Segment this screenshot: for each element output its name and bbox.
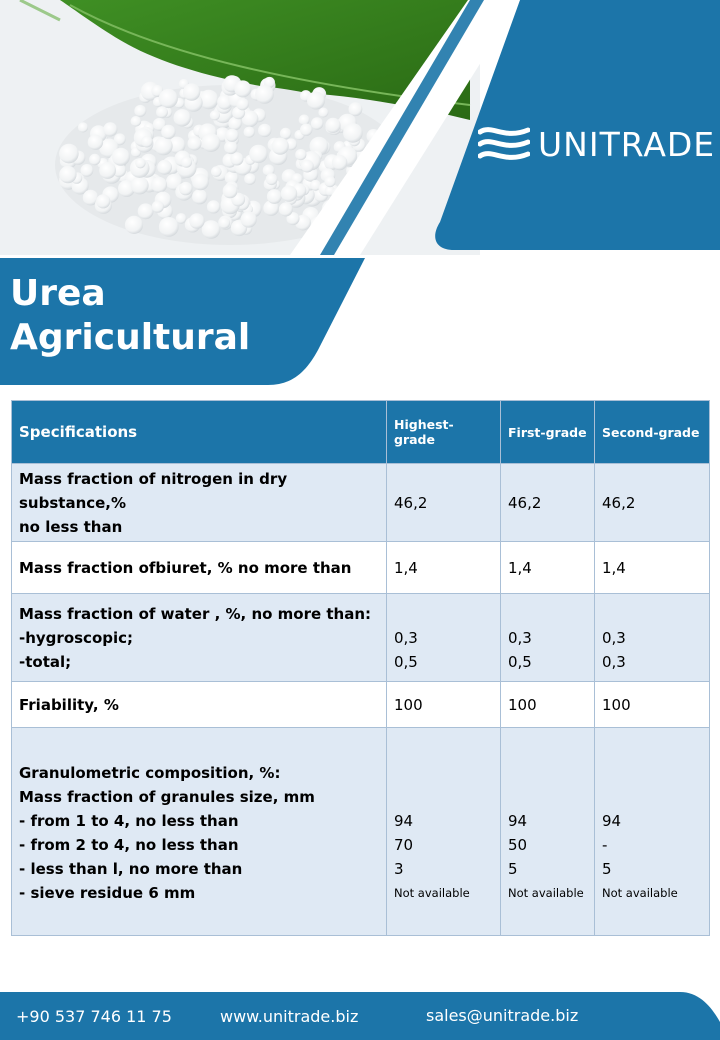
hero-banner: [0, 0, 720, 390]
value-highest: 1,4: [387, 542, 501, 594]
urea-pellet: [135, 158, 145, 168]
urea-pellet: [210, 110, 220, 120]
brand-logo: [478, 118, 718, 170]
urea-pellet: [325, 118, 340, 133]
urea-pellet: [174, 109, 191, 126]
value-highest: 0,3 0,5: [387, 594, 501, 682]
value-first: 1,4: [501, 542, 595, 594]
urea-pellet: [189, 213, 204, 228]
urea-pellet: [59, 166, 76, 183]
table-row: [12, 682, 710, 728]
urea-pellet: [207, 200, 220, 213]
title-line-2: Agricultural: [10, 317, 251, 358]
urea-pellet: [311, 117, 323, 129]
urea-pellet: [152, 201, 164, 213]
value-first: 0,3 0,5: [501, 594, 595, 682]
footer-email-link[interactable]: sales@unitrade.biz: [426, 1006, 579, 1025]
urea-pellet: [96, 194, 110, 208]
urea-pellet: [151, 177, 167, 193]
urea-pellet: [59, 144, 79, 164]
urea-pellet: [267, 189, 282, 204]
urea-pellet: [78, 122, 88, 132]
footer-bar: [0, 992, 720, 1040]
urea-pellet: [272, 138, 289, 155]
footer-website-link[interactable]: www.unitrade.biz: [220, 1007, 359, 1026]
urea-pellet: [179, 182, 192, 195]
urea-pellet: [281, 185, 297, 201]
urea-pellet: [89, 154, 100, 165]
value-first: 46,2: [501, 464, 595, 542]
urea-pellet: [332, 155, 347, 170]
urea-pellet: [192, 189, 207, 204]
value-first: 94 50 5 Not available: [501, 728, 595, 936]
urea-pellet: [219, 217, 230, 228]
urea-pellet: [249, 145, 267, 163]
value-second: 94 - 5 Not available: [595, 728, 710, 936]
urea-pellet: [202, 220, 221, 239]
value-second: 46,2: [595, 464, 710, 542]
table-row: [12, 542, 710, 594]
value-second: 1,4: [595, 542, 710, 594]
urea-pellet: [343, 123, 363, 143]
spec-label: Granulometric composition, %: Mass fraction of granules size, mm - from 1 to 4, no less than - from 2 to 4, no less than - less than l, no more than - sieve residue 6 mm: [12, 728, 387, 936]
urea-pellet: [125, 216, 143, 234]
value-second: 0,3 0,3: [595, 594, 710, 682]
urea-pellet: [295, 149, 306, 160]
spec-label: Mass fraction of nitrogen in dry substance,% no less than: [12, 464, 387, 542]
urea-pellet: [192, 174, 209, 191]
table-row: [12, 594, 710, 682]
header-highest-grade: Highest-grade: [387, 401, 501, 464]
value-highest: 100: [387, 682, 501, 728]
urea-pellet: [81, 164, 94, 177]
value-second: 100: [595, 682, 710, 728]
urea-pellet: [112, 148, 130, 166]
urea-pellet: [131, 116, 142, 127]
footer-phone[interactable]: +90 537 746 11 75: [16, 1007, 172, 1026]
urea-pellet: [258, 124, 271, 137]
wave-logo-icon: [478, 122, 530, 166]
urea-pellet: [301, 160, 314, 173]
urea-pellet: [161, 125, 175, 139]
urea-pellet: [223, 184, 238, 199]
urea-pellet: [266, 173, 278, 185]
urea-pellet: [138, 203, 154, 219]
urea-pellet: [103, 122, 117, 136]
urea-pellet: [299, 115, 310, 126]
urea-pellet: [241, 211, 257, 227]
urea-pellet: [157, 160, 172, 175]
urea-pellet: [211, 166, 222, 177]
urea-pellet: [236, 98, 248, 110]
page-title: [10, 272, 250, 360]
urea-pellet: [324, 176, 335, 187]
header-first-grade: First-grade: [501, 401, 595, 464]
table-row: [12, 728, 710, 936]
spec-label: Mass fraction of water , %, no more than: -hygroscopic; -total;: [12, 594, 387, 682]
urea-pellet: [244, 173, 256, 185]
urea-pellet: [255, 85, 274, 104]
urea-pellet: [99, 162, 116, 179]
urea-pellet: [159, 89, 178, 108]
urea-pellet: [181, 157, 192, 168]
spec-label: Mass fraction ofbiuret, % no more than: [12, 542, 387, 594]
urea-pellet: [318, 108, 328, 118]
urea-pellet: [156, 106, 168, 118]
urea-pellet: [307, 92, 325, 110]
brand-name: UNITRADE: [538, 124, 716, 164]
urea-pellet: [131, 176, 149, 194]
urea-pellet: [224, 141, 237, 154]
table-row: [12, 464, 710, 542]
specifications-table: [11, 400, 710, 936]
urea-pellet: [225, 129, 238, 142]
urea-pellet: [183, 83, 200, 100]
urea-pellet: [154, 137, 172, 155]
header-second-grade: Second-grade: [595, 401, 710, 464]
urea-pellet: [244, 127, 255, 138]
title-line-1: Urea: [10, 273, 106, 314]
table-header-row: [12, 401, 710, 464]
urea-pellet: [349, 102, 363, 116]
urea-pellet: [300, 124, 312, 136]
value-highest: 94 70 3 Not available: [387, 728, 501, 936]
spec-label: Friability, %: [12, 682, 387, 728]
urea-pellet: [88, 135, 103, 150]
header-specifications: Specifications: [12, 401, 387, 464]
urea-pellet: [234, 80, 251, 97]
urea-pellet: [159, 217, 179, 237]
urea-pellet: [230, 152, 243, 165]
urea-pellet: [141, 136, 153, 148]
urea-pellet: [134, 105, 146, 117]
urea-pellet: [202, 133, 221, 152]
urea-pellet: [280, 128, 291, 139]
value-highest: 46,2: [387, 464, 501, 542]
value-first: 100: [501, 682, 595, 728]
urea-pellet: [279, 202, 293, 216]
urea-pellet: [188, 137, 202, 151]
